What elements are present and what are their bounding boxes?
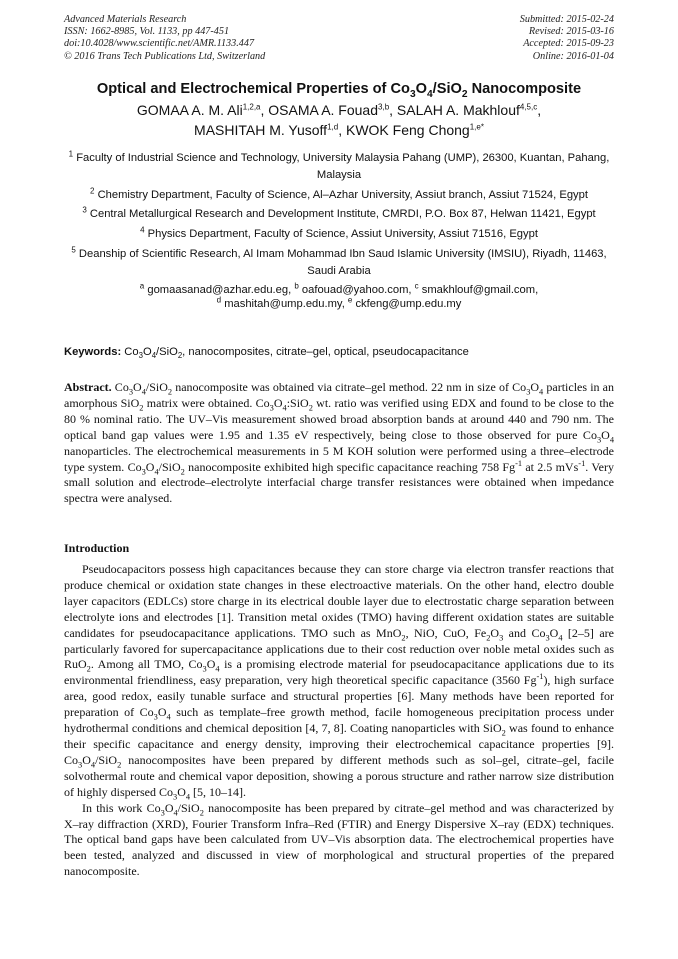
header-right <box>520 14 614 63</box>
keywords-text: $Co_3O_4/SiO_2$, nanocomposites, citrate–gel, optical, pseudocapacitance <box>121 346 469 361</box>
abstract-label: Abstract. <box>64 380 112 394</box>
header-left <box>64 14 265 63</box>
affiliation-list <box>60 150 618 280</box>
email-separator: , <box>535 283 539 296</box>
paper-title <box>40 80 638 98</box>
keywords-label: Keywords: <box>64 346 122 358</box>
author-affiliation-marker: 1,d <box>327 121 339 131</box>
affiliation-number: 5 <box>71 245 76 255</box>
issn-line: ISSN: 1662-8985, Vol. 1133, pp 447-451 <box>64 26 230 38</box>
affiliation-text: Faculty of Industrial Science and Technology, University Malaysia Pahang (UMP), 26300, Kuantan, Pahang, Malaysia <box>73 152 610 181</box>
author-separator: , <box>260 102 269 118</box>
author-name: KWOK Feng Chong <box>345 121 470 138</box>
author <box>268 102 397 118</box>
email-list <box>60 280 618 312</box>
email-address[interactable]: gomaasanad@azhar.edu.eg <box>144 283 289 296</box>
email-separator: , <box>341 298 348 311</box>
author-name: OSAMA A. Fouad <box>268 102 379 118</box>
copyright-line: © 2016 Trans Tech Publications Ltd, Switzerland <box>64 50 266 62</box>
email-separator: , <box>408 283 415 296</box>
affiliation-text: Physics Department, Faculty of Science, Assiut University, Assiut 71516, Egypt <box>144 228 538 241</box>
author-affiliation-marker: 4,5,c <box>519 102 538 112</box>
email-address[interactable]: oafouad@yahoo.com <box>298 283 409 296</box>
email-marker: d <box>216 295 222 305</box>
journal-header <box>64 14 614 63</box>
email-marker: a <box>139 280 145 290</box>
title-text: Nanocomposite <box>467 81 582 97</box>
title-subscript: 4 <box>426 88 433 100</box>
affiliation <box>60 226 618 243</box>
submitted-date: Submitted: 2015-02-24 <box>519 14 614 25</box>
author-name: GOMAA A. M. Ali <box>136 102 243 118</box>
affiliation-text: Deanship of Scientific Research, Al Imam Mohammad Ibn Saud Islamic University (IMSIU), Riyadh, 11463, Saudi Arabia <box>75 247 607 277</box>
author <box>194 122 346 138</box>
email-address[interactable]: mashitah@ump.edu.my <box>221 298 342 311</box>
author-name: MASHITAH M. Yusoff <box>194 121 328 138</box>
abstract-text: $Co_3O_4/SiO_2$ nanocomposite was obtained via citrate–gel method. 22 nm in size of $Co_3O_4$ particles in an amorphous SiO$_2$ matrix were obtained. $Co_3O_4:SiO_2$ wt. ratio was verified using EDX and found to be close to the 80 % nominal ratio. The UV–Vis measurement showed broad absorption bands at around 440 and 790 nm. The optical band gap values were 1.95 and 1.35 eV respectively, being close to those observed for pure $Co_3O_4$ nanoparticles. The electrochemical measurements in 5 M KOH solution were performed using a three–electrode type system. $Co_3O_4/SiO_2$ nanocomposite exhibited high specific capacitance reaching 758 $Fg^{-1}$ at 2.5 mVs$^{-1}$. Very small solution and electrode–electrolyte interfacial charge transfer resistances were obtained when impedance spectra were analysed. <box>64 380 615 506</box>
title-text: /SiO <box>432 81 462 97</box>
keywords <box>64 345 614 360</box>
author <box>137 102 268 118</box>
revised-date: Revised: 2015-03-16 <box>528 26 614 38</box>
author-name: SALAH A. Makhlouf <box>396 102 520 118</box>
affiliation-number: 3 <box>82 205 87 215</box>
journal-name: Advanced Materials Research <box>64 14 187 25</box>
title-text: O <box>415 81 427 97</box>
title-subscript: 3 <box>409 88 416 100</box>
email-address[interactable]: smakhlouf@gmail.com <box>418 283 536 296</box>
affiliation <box>60 206 618 223</box>
author-separator: , <box>537 102 542 118</box>
author-affiliation-marker: 1,2,a <box>242 102 261 112</box>
author <box>397 102 541 118</box>
doi-line: doi:10.4028/www.scientific.net/AMR.1133.447 <box>64 38 255 50</box>
author-affiliation-marker: 3,b <box>378 102 390 112</box>
affiliation <box>60 246 618 280</box>
author-affiliation-marker: 1,e* <box>469 121 484 131</box>
author-separator: , <box>389 102 397 118</box>
online-date: Online: 2016-01-04 <box>532 50 614 62</box>
email-separator: , <box>288 283 295 296</box>
email-marker: b <box>294 280 299 290</box>
affiliations <box>60 150 618 312</box>
email-marker: c <box>414 280 419 290</box>
abstract <box>64 380 614 507</box>
email-address[interactable]: ckfeng@ump.edu.my <box>352 298 462 311</box>
section-heading-introduction: Introduction <box>64 541 130 555</box>
paragraph: In this work $Co_3O_4/SiO_2$ nanocomposite has been prepared by citrate–gel method and was characterized by X–ray diffraction (XRD), Fourier Transform Infra–Red (FTIR) and Energy Dispersive X–ray (EDX) techniques. The optical band gaps have been calculated from UV–Vis absorption data. The electrochemical properties have been tested, analyzed and discussed in view of morphological and structural properties of the prepared nanocomposite. <box>64 800 614 879</box>
author-list <box>40 101 638 140</box>
email-marker: e <box>347 295 353 305</box>
affiliation-text: Chemistry Department, Faculty of Science, Al–Azhar University, Assiut branch, Assiut 71524, Egypt <box>94 188 588 201</box>
affiliation-number: 4 <box>140 225 145 235</box>
affiliation <box>60 150 618 184</box>
accepted-date: Accepted: 2015-09-23 <box>523 38 614 50</box>
affiliation-number: 1 <box>68 149 74 159</box>
title-subscript: 2 <box>461 88 468 100</box>
author <box>346 122 484 138</box>
affiliation-number: 2 <box>90 185 95 195</box>
author-separator: , <box>338 121 346 138</box>
title-text: Optical and Electrochemical Properties of Co <box>96 81 410 97</box>
introduction-body <box>64 562 614 880</box>
affiliation-text: Central Metallurgical Research and Development Institute, CMRDI, P.O. Box 87, Helwan 11421, Egypt <box>86 208 596 221</box>
paragraph: Pseudocapacitors possess high capacitances because they can store charge via electron transfer reactions that produce chemical or oxidation state changes in these electroactive materials. On the other hand, electro double layer capacitors (EDLCs) store charge in its electrical double layer due to electrostatic charge separation between electrolyte ions and electrodes [1]. Transition metal oxides (TMO) having different oxidation states are suitable candidates for pseudocapacitance applications. TMO such as MnO$_2$, NiO, CuO, $Fe_2O_3$ and $Co_3O_4$ [2–5] are particularly favored for supercapacitance applications due to their cost reduction over noble metal oxides such as RuO$_2$. Among all TMO, $Co_3O_4$ is a promising electrode material for pseudocapacitance applications due to its environmental friendliness, easy preparation, very high theoretical specific capacitance (3560 $Fg^{-1}$), high surface area, good redox, easily tunable surface and structural properties [6]. Many methods have been reported for preparation of $Co_3O_4$ such as template–free growth method, facile homogeneous precipitation process under hydrothermal conditions and chemical deposition [4, 7, 8]. Coating nanoparticles with SiO$_2$ was found to enhance their specific capacitance and energy density, improving their electrochemical capacitance properties [9]. $Co_3O_4/SiO_2$ nanocomposites have been prepared by different methods such as sol–gel, citrate–gel, facile solvothermal route and chemical vapor deposition, showing a porous structure and rather narrow size distribution of highly dispersed $Co_3O_4$ [5, 10–14]. <box>64 562 615 802</box>
affiliation <box>60 187 618 204</box>
